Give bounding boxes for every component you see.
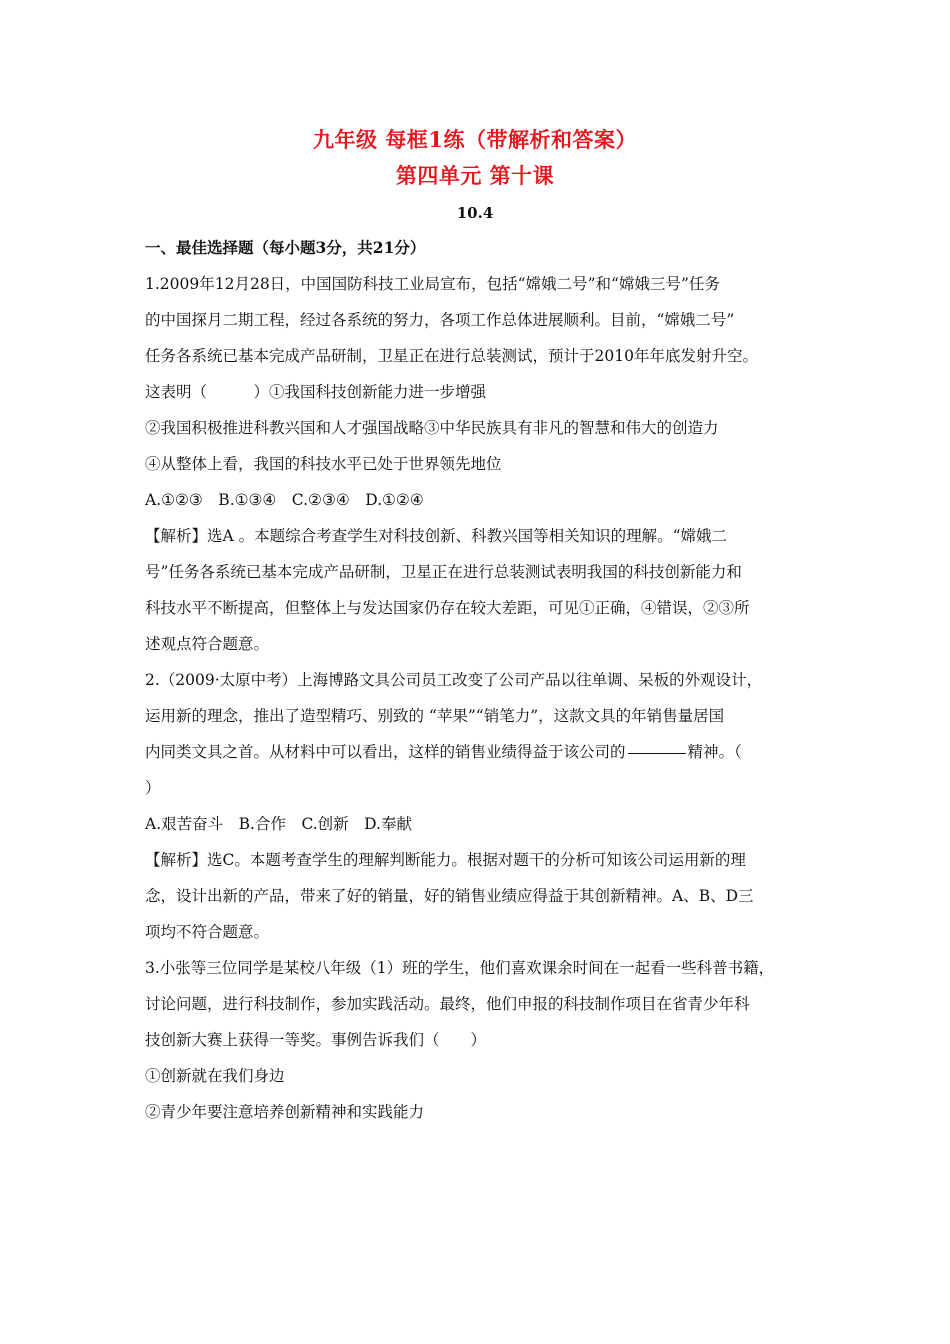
text-fragment: 精神。（ xyxy=(687,743,742,761)
text-line: ④从整体上看，我国的科技水平已处于世界领先地位 xyxy=(145,455,502,473)
document-title: 九年级 每框1练（带解析和答案） xyxy=(313,127,637,152)
analysis-line: 号”任务各系统已基本完成产品研制，卫星正在进行总装测试表明我国的科技创新能力和 xyxy=(145,563,742,581)
text-line: 任务各系统已基本完成产品研制，卫星正在进行总装测试，预计于2010年年底发射升空。 xyxy=(145,347,758,365)
text-line: ①创新就在我们身边 xyxy=(145,1067,285,1085)
analysis-line: 述观点符合题意。 xyxy=(145,635,270,653)
text-line: 技创新大赛上获得一等奖。事例告诉我们（ ） xyxy=(145,1031,487,1049)
answer-options: A.①②③ B.①③④ C.②③④ D.①②④ xyxy=(145,491,424,509)
unit-title: 第四单元 第十课 xyxy=(395,163,555,188)
text-line: ②我国积极推进科教兴国和人才强国战略③中华民族具有非凡的智慧和伟大的创造力 xyxy=(145,419,719,437)
document-body xyxy=(145,230,810,1130)
answer-options: A.艰苦奋斗 B.合作 C.创新 D.奉献 xyxy=(145,815,412,833)
text-line: ②青少年要注意培养创新精神和实践能力 xyxy=(145,1103,425,1121)
text-line: 运用新的理念，推出了造型精巧、别致的 “苹果”“销笔力”，这款文具的年销售量居国 xyxy=(145,707,725,725)
section-number: 10.4 xyxy=(456,204,494,222)
text-line: 1.2009年12月28日，中国国防科技工业局宣布，包括“嫦娥二号”和“嫦娥三号”任务 xyxy=(145,275,720,293)
section-heading: 一、最佳选择题（每小题3分，共21分） xyxy=(145,238,426,257)
text-line: 2.（2009·太原中考）上海博路文具公司员工改变了公司产品以往单调、呆板的外观设计， xyxy=(145,671,763,689)
text-line: ） xyxy=(145,779,161,797)
text-line: 的中国探月二期工程，经过各系统的努力，各项工作总体进展顺利。目前，“嫦娥二号” xyxy=(145,311,735,329)
text-line: 讨论问题，进行科技制作，参加实践活动。最终，他们申报的科技制作项目在省青少年科 xyxy=(145,995,750,1013)
text-fragment: 内同类文具之首。从材料中可以看出，这样的销售业绩得益于该公司的 xyxy=(145,743,626,761)
analysis-line: 项均不符合题意。 xyxy=(145,923,270,941)
analysis-line: 【解析】选C。本题考查学生的理解判断能力。根据对题干的分析可知该公司运用新的理 xyxy=(145,851,746,869)
analysis-line: 念，设计出新的产品，带来了好的销量，好的销售业绩应得益于其创新精神。A、B、D三 xyxy=(145,887,754,905)
text-line-with-blank xyxy=(145,734,810,770)
text-line: 这表明（ ）①我国科技创新能力进一步增强 xyxy=(145,383,487,401)
analysis-line: 科技水平不断提高，但整体上与发达国家仍存在较大差距，可见①正确，④错误，②③所 xyxy=(145,599,750,617)
analysis-line: 【解析】选A 。本题综合考查学生对科技创新、科教兴国等相关知识的理解。“嫦娥二 xyxy=(145,527,728,545)
fill-blank xyxy=(628,752,686,754)
text-line: 3.小张等三位同学是某校八年级（1）班的学生，他们喜欢课余时间在一起看一些科普书籍， xyxy=(145,959,775,977)
